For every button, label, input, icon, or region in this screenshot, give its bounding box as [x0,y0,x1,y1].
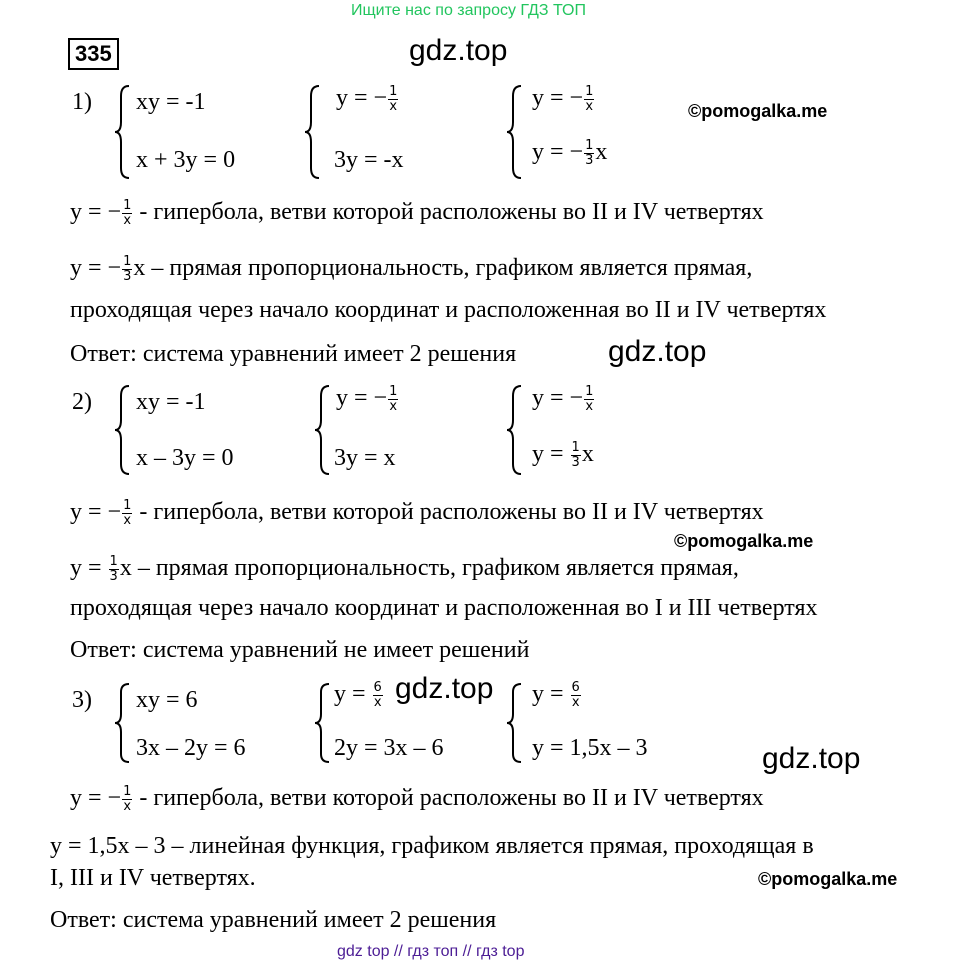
top-banner[interactable]: Ищите нас по запросу ГДЗ ТОП [351,2,586,19]
part-3-sys3-eq1: y = $\frac{6}{x}$ [532,679,580,710]
part-1-sys3-eq1: y = − $\frac{1}{x}$ [532,83,594,114]
brace-icon [505,84,523,180]
watermark-gdz-2: gdz.top [608,335,707,368]
problem-number: 335 [68,38,119,70]
part-3-label: 3) [72,687,92,713]
watermark-pomogalka-1: ©pomogalka.me [688,101,828,121]
part-3-sys2-eq1: y = $\frac{6}{x}$ [334,679,382,710]
part-3-linear-line-2: I, III и IV четвертях. [50,865,256,891]
part-2-linear-line-2: проходящая через начало координат и расположенная во I и III четвертях [70,595,818,621]
brace-icon [113,682,131,764]
brace-icon [313,682,331,764]
part-1-answer: Ответ: система уравнений имеет 2 решения [70,341,517,367]
part-2-hyperbola-line: y = − $\frac{1}{x}$ - гипербола, ветви которой расположены во II и IV четвертях [70,497,764,528]
brace-icon [505,384,523,476]
part-1-label: 1) [72,89,92,115]
part-3-linear-line: y = 1,5x – 3 – линейная функция, графиком является прямая, проходящая в [50,833,814,859]
part-1-sys1-eq1: xy = -1 [136,89,206,115]
part-1-linear-line-2: проходящая через начало координат и расположенная во II и IV четвертях [70,297,827,323]
part-3-sys3-eq2: y = 1,5x – 3 [532,735,648,761]
brace-icon [113,384,131,476]
part-1-sys2-eq2: 3y = -x [334,147,404,173]
part-3-sys2-eq2: 2y = 3x – 6 [334,735,444,761]
part-2-linear-line: y = $\frac{1}{3}$ x – прямая пропорциональность, графиком является прямая, [70,553,739,584]
part-2-answer: Ответ: система уравнений не имеет решений [70,637,530,663]
part-1-sys2-eq1: y = − $\frac{1}{x}$ [336,83,398,114]
part-1-sys3-eq2: y = − $\frac{1}{3}$ x [532,137,608,168]
part-1-sys1-eq2: x + 3y = 0 [136,147,236,173]
part-3-hyperbola-line: y = − $\frac{1}{x}$ - гипербола, ветви которой расположены во II и IV четвертях [70,783,764,814]
part-2-sys3-eq2: y = $\frac{1}{3}$ x [532,439,594,470]
part-3-sys1-eq1: xy = 6 [136,687,198,713]
part-2-sys1-eq2: x – 3y = 0 [136,445,234,471]
part-2-sys1-eq1: xy = -1 [136,389,206,415]
watermark-gdz-1: gdz.top [409,34,508,67]
part-1-linear-line: y = − $\frac{1}{3}$ x – прямая пропорциональность, графиком является прямая, [70,253,753,284]
part-2-sys2-eq1: y = − $\frac{1}{x}$ [336,383,398,414]
watermark-gdz-3: gdz.top [395,672,494,705]
part-2-sys3-eq1: y = − $\frac{1}{x}$ [532,383,594,414]
part-3-sys1-eq2: 3x – 2y = 6 [136,735,246,761]
brace-icon [113,84,131,180]
brace-icon [313,384,331,476]
part-2-label: 2) [72,389,92,415]
brace-icon [505,682,523,764]
part-3-answer: Ответ: система уравнений имеет 2 решения [50,907,497,933]
part-2-sys2-eq2: 3y = x [334,445,396,471]
watermark-pomogalka-3: ©pomogalka.me [758,869,898,889]
watermark-pomogalka-2: ©pomogalka.me [674,531,814,551]
part-1-hyperbola-line: y = − $\frac{1}{x}$ - гипербола, ветви которой расположены во II и IV четвертях [70,197,764,228]
brace-icon [303,84,321,180]
watermark-gdz-4: gdz.top [762,742,861,775]
footer-links[interactable]: gdz top // гдз топ // гдз top [337,943,525,960]
